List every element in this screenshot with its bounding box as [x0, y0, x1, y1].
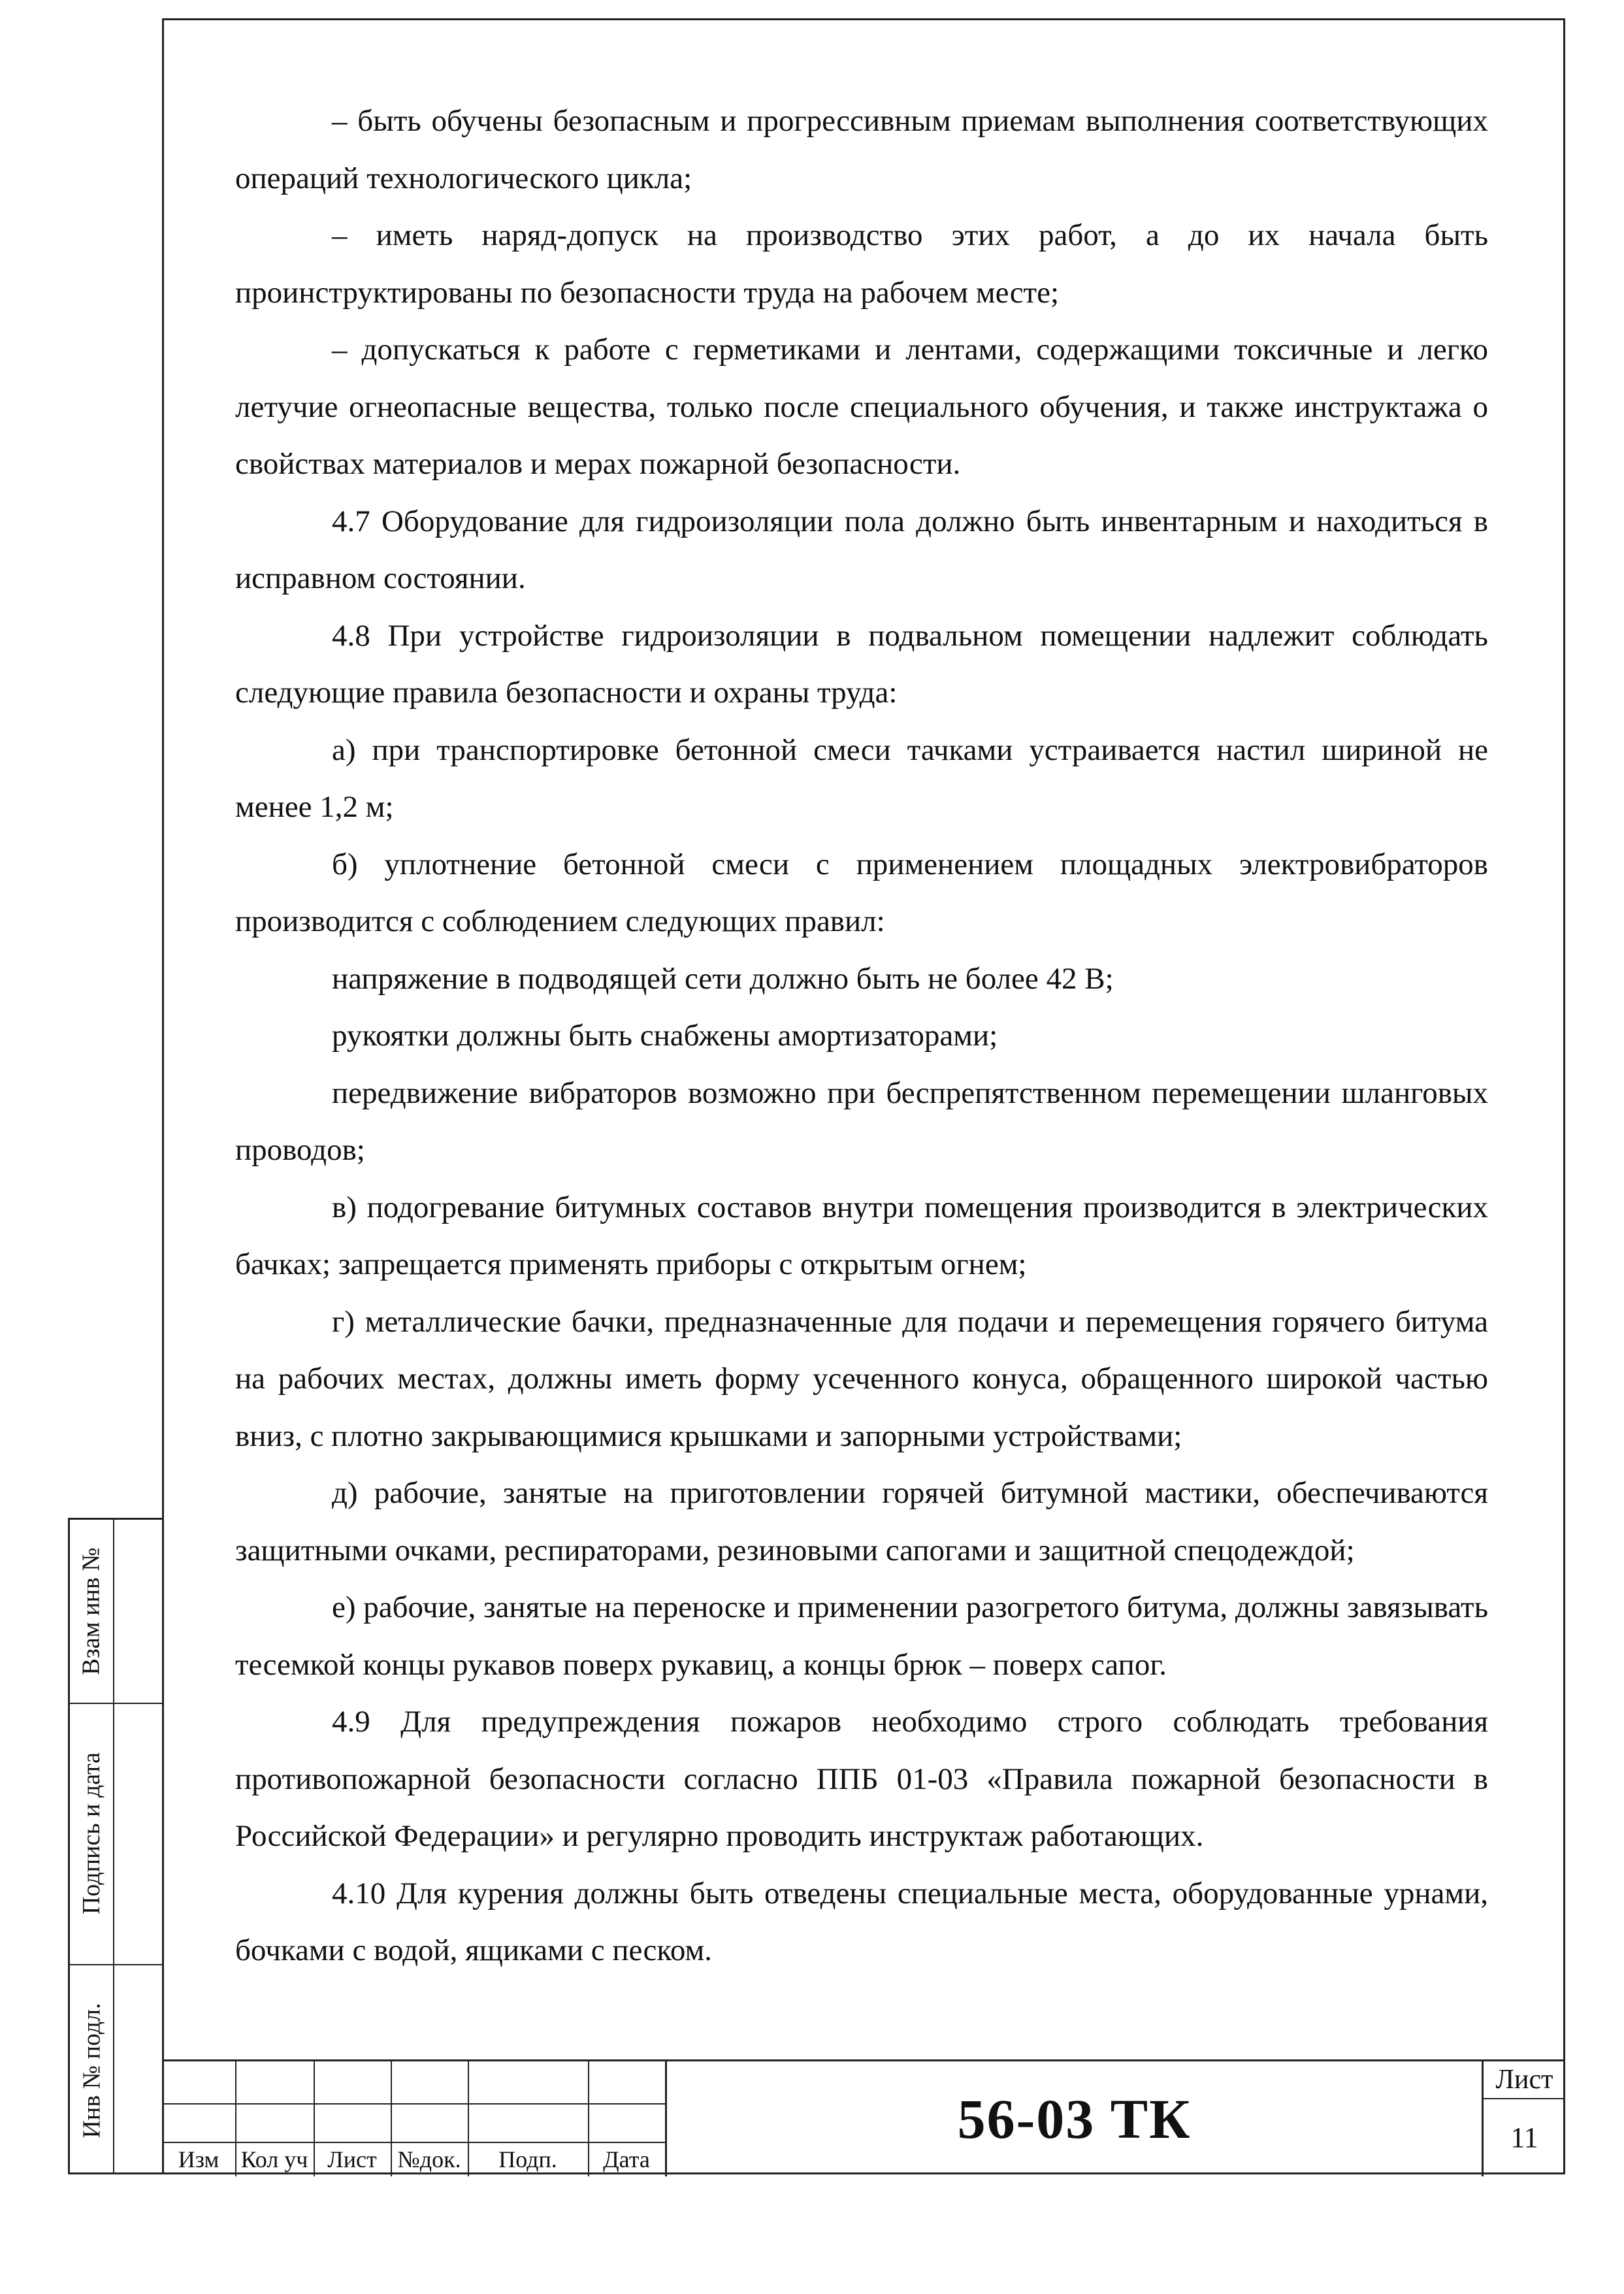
column-data: Дата: [603, 2146, 650, 2172]
document-body: [235, 93, 1488, 1980]
sheet-number: 11: [1510, 2121, 1538, 2154]
revision-table-line: [162, 2103, 665, 2105]
document-code: 56-03 ТК: [665, 2061, 1482, 2176]
side-stamp-replacement-cell: [70, 1520, 113, 1703]
paragraph: рукоятки должны быть снабжены амортизаторами;: [332, 1019, 998, 1053]
side-stamp-divider: [113, 1520, 114, 2172]
paragraph: в) подогревание битумных составов внутри помещения производится в электрических бачках; запрещается применять приборы с открытым огнем;: [235, 1190, 1488, 1281]
paragraph: – допускаться к работе с герметиками и лентами, содержащими токсичные и легко летучие огнеопасные вещества, только после специального обучения, и также инструктажа о свойствах материалов и мерах пожарной безопасности.: [235, 333, 1488, 481]
side-stamp: [68, 1518, 162, 2174]
title-block: [162, 2059, 1565, 2174]
column-list: Лист: [327, 2146, 377, 2172]
paragraph: д) рабочие, занятые на приготовлении горячей битумной мастики, обеспечиваются защитными очками, респираторами, резиновыми сапогами и защитной спецодеждой;: [235, 1476, 1488, 1567]
paragraph: 4.8 При устройстве гидроизоляции в подвальном помещении надлежит соблюдать следующие правила безопасности и охраны труда:: [235, 618, 1488, 710]
paragraph: – быть обучены безопасным и прогрессивным приемам выполнения соответствующих операций технологического цикла;: [235, 104, 1488, 195]
paragraph: 4.7 Оборудование для гидроизоляции пола должно быть инвентарным и находиться в исправном состоянии.: [235, 504, 1488, 595]
paragraph: г) металлические бачки, предназначенные для подачи и перемещения горячего битума на рабочих местах, должны иметь форму усеченного конуса, обращенного широкой частью вниз, с плотно закрывающимися крышками и запорными устройствами;: [235, 1304, 1488, 1453]
column-podp: Подп.: [498, 2146, 557, 2172]
paragraph: напряжение в подводящей сети должно быть не более 42 В;: [332, 961, 1114, 996]
column-kol-uch: Кол уч: [240, 2146, 308, 2172]
side-stamp-replacement-label: Взам инв №: [78, 1547, 106, 1675]
side-stamp-inventory-cell: [70, 1964, 113, 2176]
paragraph: е) рабочие, занятые на переноске и применении разогретого битума, должны завязывать тесемкой концы рукавов поверх рукавиц, а концы брюк – поверх сапог.: [235, 1590, 1488, 1682]
side-stamp-signature-label: Подпись и дата: [78, 1752, 106, 1915]
paragraph: – иметь наряд-допуск на производство этих работ, а до их начала быть проинструктированы по безопасности труда на рабочем месте;: [235, 218, 1488, 310]
paragraph: а) при транспортировке бетонной смеси тачками устраивается настил шириной не менее 1,2 м;: [235, 732, 1488, 824]
paragraph: 4.10 Для курения должны быть отведены специальные места, оборудованные урнами, бочками с водой, ящиками с песком.: [235, 1876, 1488, 1967]
sheet-cell: [1482, 2061, 1565, 2176]
side-stamp-inventory-label: Инв № подл.: [78, 2002, 106, 2138]
column-izm: Изм: [178, 2146, 219, 2172]
revision-table: [162, 2061, 665, 2176]
side-stamp-signature-cell: [70, 1703, 113, 1964]
sheet-label: Лист: [1484, 2061, 1565, 2099]
paragraph: 4.9 Для предупреждения пожаров необходимо строго соблюдать требования противопожарной безопасности согласно ППБ 01-03 «Правила пожарной безопасности в Российской Федерации» и регулярно проводить инструктаж работающих.: [235, 1705, 1488, 1853]
paragraph: передвижение вибраторов возможно при беспрепятственном перемещении шланговых проводов;: [235, 1075, 1488, 1167]
column-ndok: №док.: [397, 2146, 461, 2172]
paragraph: б) уплотнение бетонной смеси с применением площадных электровибраторов производится с соблюдением следующих правил:: [235, 847, 1488, 938]
